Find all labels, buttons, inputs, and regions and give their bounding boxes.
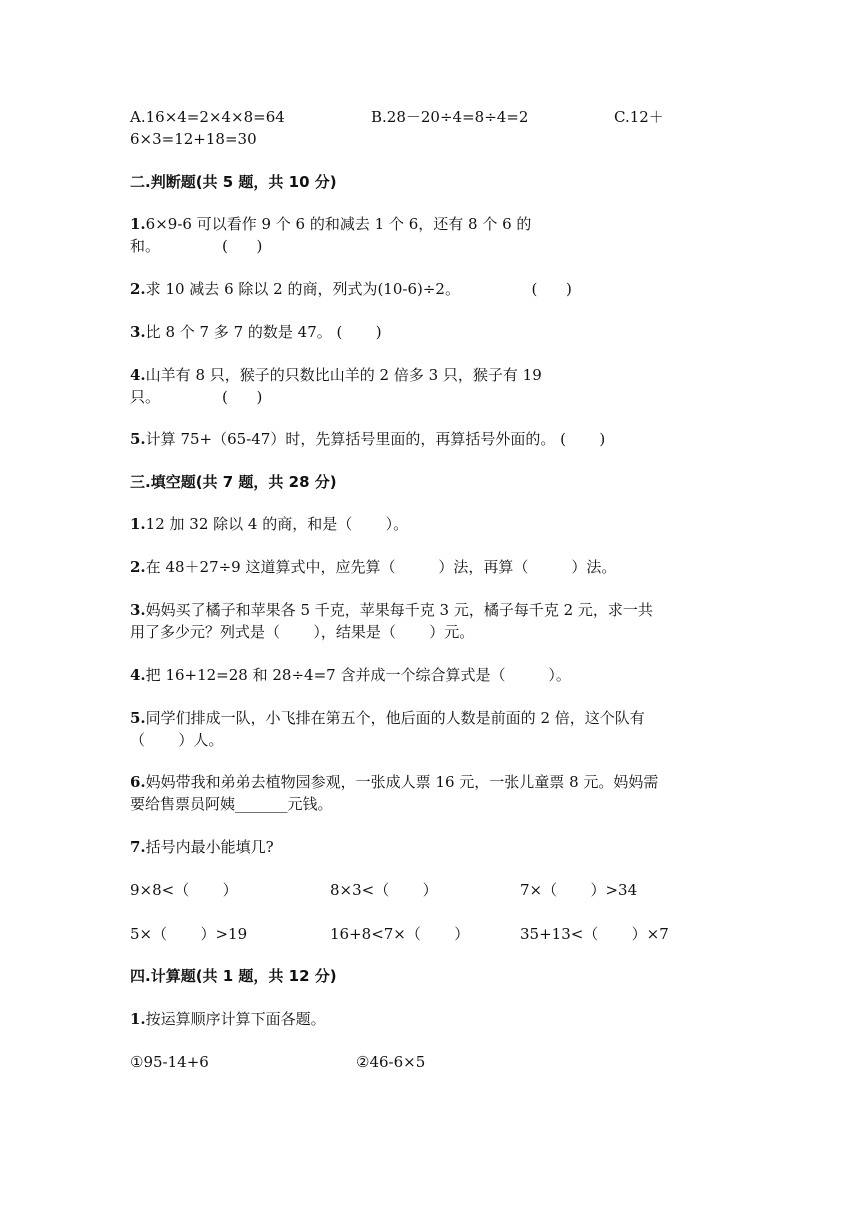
question-number: 6. bbox=[130, 773, 146, 791]
question-text: 括号内最小能填几? bbox=[145, 838, 274, 856]
judgement-q1 bbox=[130, 214, 531, 234]
fill-q7-item: 7×（ ）>34 bbox=[520, 881, 638, 899]
fill-q7-item: 8×3<（ ） bbox=[330, 881, 438, 899]
question-text: 妈妈带我和弟弟去植物园参观，一张成人票 16 元，一张儿童票 8 元。妈妈需 bbox=[145, 773, 659, 791]
judgement-q4-line2: 只。 ( ) bbox=[130, 388, 263, 406]
judgement-q4 bbox=[130, 365, 542, 385]
option-c-part1: C.12＋ bbox=[614, 108, 664, 126]
question-number: 3. bbox=[130, 323, 146, 341]
question-text: 计算 75+（65-47）时，先算括号里面的，再算括号外面的。 ( ) bbox=[145, 430, 606, 448]
question-text: 山羊有 8 只，猴子的只数比山羊的 2 倍多 3 只，猴子有 19 bbox=[145, 366, 542, 384]
question-number: 5. bbox=[130, 709, 146, 727]
fill-q2 bbox=[130, 557, 616, 577]
question-text: 把 16+12=28 和 28÷4=7 含并成一个综合算式是（ ）。 bbox=[145, 666, 571, 684]
calc-item: ①95-14+6 bbox=[130, 1053, 209, 1071]
question-number: 1. bbox=[130, 515, 146, 533]
question-number: 4. bbox=[130, 666, 146, 684]
question-text: 12 加 32 除以 4 的商，和是（ ）。 bbox=[145, 515, 409, 533]
judgement-q3 bbox=[130, 322, 382, 342]
section-heading-fill-in: 三.填空题(共 7 题，共 28 分) bbox=[130, 473, 337, 491]
question-number: 4. bbox=[130, 366, 146, 384]
section-heading-judgement: 二.判断题(共 5 题，共 10 分) bbox=[130, 173, 337, 191]
fill-q3-line2: 用了多少元？列式是（ ），结果是（ ）元。 bbox=[130, 623, 475, 641]
fill-q7 bbox=[130, 837, 274, 857]
question-number: 7. bbox=[130, 838, 146, 856]
fill-q5-line2: （ ）人。 bbox=[130, 731, 224, 749]
fill-q1 bbox=[130, 514, 408, 534]
calc-q1 bbox=[130, 1009, 326, 1029]
option-b: B.28－20÷4=8÷4=2 bbox=[371, 108, 529, 126]
question-number: 5. bbox=[130, 430, 146, 448]
section-heading-calculation: 四.计算题(共 1 题，共 12 分) bbox=[130, 967, 337, 985]
calc-item: ②46-6×5 bbox=[356, 1053, 426, 1071]
fill-q4 bbox=[130, 665, 571, 685]
question-text: 妈妈买了橘子和苹果各 5 千克，苹果每千克 3 元，橘子每千克 2 元，求一共 bbox=[145, 601, 653, 619]
fill-q7-item: 35+13<（ ）×7 bbox=[520, 925, 669, 943]
fill-q3 bbox=[130, 600, 653, 620]
fill-q7-item: 5×（ ）>19 bbox=[130, 925, 248, 943]
question-number: 1. bbox=[130, 1010, 146, 1028]
fill-q5 bbox=[130, 708, 645, 728]
question-number: 1. bbox=[130, 215, 146, 233]
judgement-q5 bbox=[130, 429, 605, 449]
question-number: 3. bbox=[130, 601, 146, 619]
judgement-q1-line2: 和。 ( ) bbox=[130, 237, 263, 255]
fill-q7-item: 9×8<（ ） bbox=[130, 881, 238, 899]
question-text: 求 10 减去 6 除以 2 的商，列式为(10-6)÷2。 ( ) bbox=[145, 280, 572, 298]
question-text: 同学们排成一队，小飞排在第五个，他后面的人数是前面的 2 倍，这个队有 bbox=[145, 709, 645, 727]
fill-q6 bbox=[130, 772, 658, 792]
question-text: 在 48＋27÷9 这道算式中，应先算（ ）法，再算（ ）法。 bbox=[145, 558, 617, 576]
question-number: 2. bbox=[130, 558, 146, 576]
question-number: 2. bbox=[130, 280, 146, 298]
judgement-q2 bbox=[130, 279, 572, 299]
question-text: 比 8 个 7 多 7 的数是 47。 ( ) bbox=[145, 323, 382, 341]
fill-q7-item: 16+8<7×（ ） bbox=[330, 925, 470, 943]
question-text: 6×9-6 可以看作 9 个 6 的和减去 1 个 6，还有 8 个 6 的 bbox=[145, 215, 532, 233]
option-a: A.16×4=2×4×8=64 bbox=[130, 108, 285, 126]
question-text: 按运算顺序计算下面各题。 bbox=[145, 1010, 326, 1028]
option-c-part2: 6×3=12+18=30 bbox=[130, 130, 257, 148]
fill-q6-line2: 要给售票员阿姨_______元钱。 bbox=[130, 795, 333, 813]
